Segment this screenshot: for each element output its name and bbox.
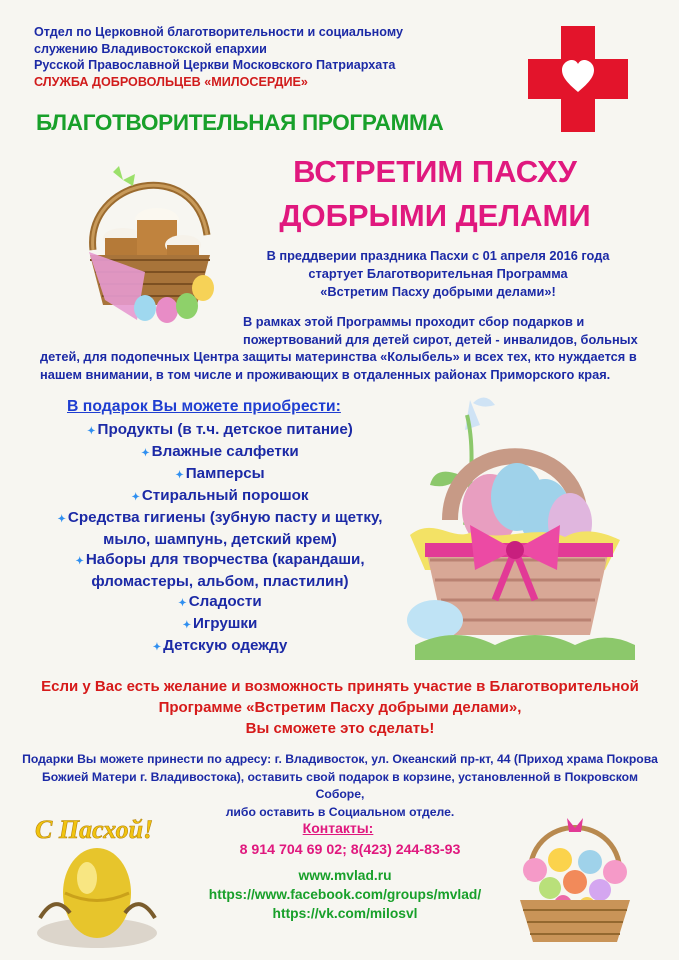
- call-to-action: [20, 676, 660, 739]
- red-cross-heart-logo: [528, 26, 628, 132]
- contacts-heading: Контакты:: [302, 820, 374, 836]
- greeting-text: С Пасхой!: [35, 815, 154, 844]
- gift-item: ✦ Наборы для творчества (карандаши,: [75, 551, 365, 568]
- bullet-icon: ✦: [141, 448, 150, 459]
- gift-item: ✦ Стиральный порошок: [131, 487, 309, 504]
- gift-item: ✦ Продукты (в т.ч. детское питание): [87, 421, 353, 438]
- gift-item: ✦ Сладости: [178, 593, 262, 610]
- org-line: служению Владивостокской епархии: [34, 41, 267, 56]
- contact-links: [180, 866, 510, 923]
- intro-line: В преддверии праздника Пасхи с 01 апреля 2016 года: [266, 248, 610, 263]
- org-line: Отдел по Церковной благотворительности и социальному: [34, 25, 403, 39]
- bullet-icon: ✦: [131, 492, 140, 503]
- easter-cake-basket-illustration: [75, 160, 225, 325]
- program-title: БЛАГОТВОРИТЕЛЬНАЯ ПРОГРАММА: [36, 110, 444, 135]
- gift-item: ✦ Влажные салфетки: [141, 443, 299, 460]
- gift-item: ✦ Средства гигиены (зубную пасту и щетку,: [57, 509, 383, 526]
- gifts-list: [40, 420, 400, 658]
- bullet-icon: ✦: [57, 514, 66, 525]
- program-intro: [238, 247, 638, 301]
- gift-item: ✦ Памперсы: [175, 465, 265, 482]
- description-line: детей, для подопечных Центра защиты материнства «Колыбель» и всех тех, кто нуждается в: [40, 349, 637, 364]
- website-link[interactable]: www.mvlad.ru: [298, 868, 392, 883]
- cta-line: Вы сможете это сделать!: [245, 720, 435, 737]
- main-title-line: ДОБРЫМИ ДЕЛАМИ: [279, 198, 591, 233]
- description-line: В рамках этой Программы проходит сбор подарков и: [243, 314, 585, 329]
- address-line: Подарки Вы можете принести по адресу: г. Владивосток, ул. Океанский пр-кт, 44 (Приход храма Покрова: [22, 752, 658, 766]
- bullet-icon: ✦: [178, 598, 187, 609]
- organization-header: [34, 24, 434, 90]
- cta-line: Программе «Встретим Пасху добрыми делами»,: [158, 699, 522, 716]
- org-line: Русской Православной Церкви Московского Патриархата: [34, 58, 396, 73]
- bullet-icon: ✦: [75, 556, 84, 567]
- cta-line: Если у Вас есть желание и возможность принять участие в Благотворительной: [41, 678, 639, 695]
- vk-link[interactable]: https://vk.com/milosvl: [272, 906, 418, 921]
- gift-item-continuation: мыло, шампунь, детский крем): [103, 531, 337, 548]
- bullet-icon: ✦: [182, 620, 191, 631]
- facebook-link[interactable]: https://www.facebook.com/groups/mvlad/: [208, 887, 482, 902]
- easter-egg-basket-illustration: [395, 395, 645, 660]
- main-title-line: ВСТРЕТИМ ПАСХУ: [293, 154, 577, 189]
- contact-phones: 8 914 704 69 02; 8(423) 244-83-93: [239, 842, 461, 858]
- gift-item: ✦ Игрушки: [182, 615, 258, 632]
- bullet-icon: ✦: [175, 470, 184, 481]
- description-line: нашем внимании, в том числе и проживающих в отдаленных районах Приморского края.: [40, 366, 611, 382]
- gift-item: ✦ Детскую одежду: [152, 637, 288, 654]
- golden-egg-greeting-illustration: [25, 808, 170, 953]
- description-line: пожертвований для детей сирот, детей - инвалидов, больных: [243, 331, 638, 347]
- intro-line: стартует Благотворительная Программа: [308, 266, 568, 281]
- program-description: [40, 313, 640, 383]
- bullet-icon: ✦: [152, 642, 162, 653]
- gift-item-continuation: фломастеры, альбом, пластилин): [91, 573, 349, 590]
- intro-line: «Встретим Пасху добрыми делами»!: [320, 284, 556, 299]
- gifts-heading: В подарок Вы можете приобрести:: [67, 398, 341, 415]
- flower-basket-illustration: [505, 810, 645, 950]
- volunteer-service-name: СЛУЖБА ДОБРОВОЛЬЦЕВ «МИЛОСЕРДИЕ»: [34, 74, 308, 89]
- bullet-icon: ✦: [87, 426, 96, 437]
- address-line: Божией Матери г. Владивостока), оставить свой подарок в корзине, установленной в Покровском Соборе,: [42, 769, 638, 801]
- main-title: [245, 150, 625, 238]
- address-line: либо оставить в Социальном отделе.: [225, 804, 455, 819]
